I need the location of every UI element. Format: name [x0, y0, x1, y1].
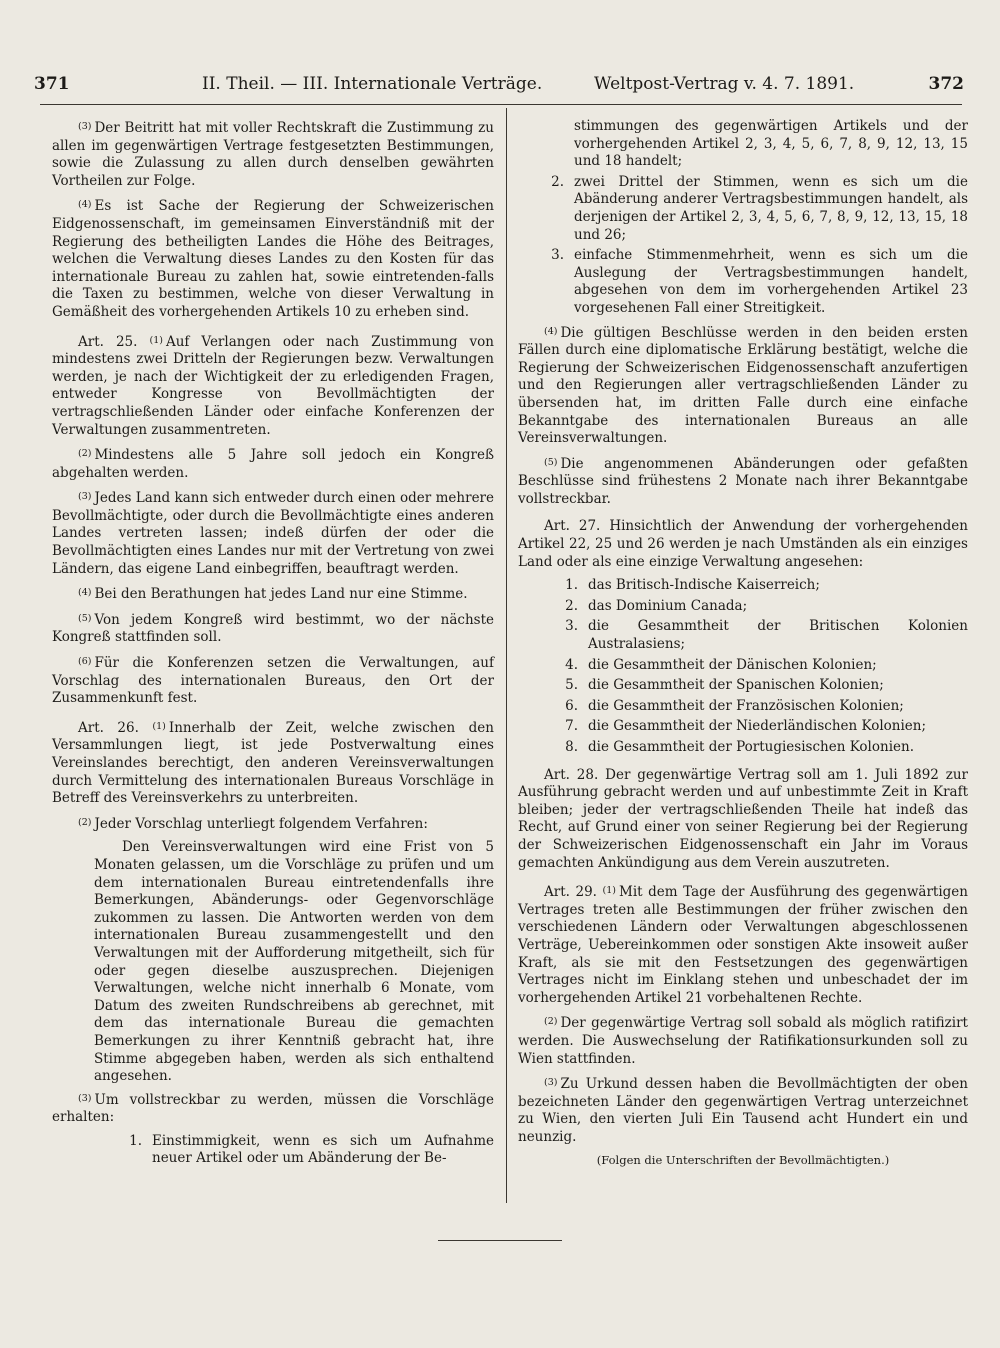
paragraph-text: Auf Verlangen oder nach Zustimmung von mindestens zwei Dritteln der Regierungen bezw. Verwaltungen werden, je nach der Wichtigkeit der zu erledigenden Fragen, entweder Kongresse von Bevollmächtigten der vertragschließenden Länder oder einfache Konferenzen der Verwaltungen zusammentreten. [52, 333, 494, 438]
paragraph-number: (2) [78, 816, 92, 828]
paragraph-text: Die angenommenen Abänderungen oder gefaßten Beschlüsse sind frühestens 2 Monate nach ihrer Bekanntgabe vollstreckbar. [518, 455, 968, 507]
article-label: Art. 29. [544, 884, 597, 901]
paragraph [52, 1090, 494, 1127]
paragraph [518, 1013, 968, 1068]
paragraph [52, 445, 494, 482]
article-25 [52, 332, 494, 440]
paragraph-text: Es ist Sache der Regierung der Schweizerischen Eidgenossenschaft, im gemeinsamen Einverständniß mit der Regierung des betheiligten Landes die Höhe des Beitrages, welchen die Verwaltung dieses Landes zu den Kosten für das internationale Bureau zu zahlen hat, sowie eintretenden-falls die Taxen zu bestimmen, welche von dieser Verwaltung in Gemäßheit des vorhergehenden Artikels 10 zu erheben sind. [52, 198, 494, 320]
header-title-right: Weltpost-Vertrag v. 4. 7. 1891. [594, 74, 855, 94]
paragraph-number: (4) [78, 587, 92, 599]
paragraph-text: Um vollstreckbar zu werden, müssen die Vorschläge erhalten: [52, 1091, 494, 1126]
paragraph [518, 323, 968, 448]
paragraph-number: (3) [78, 491, 92, 503]
list-item [52, 1133, 494, 1168]
list-number: 1. [565, 577, 578, 594]
paragraph [52, 488, 494, 578]
column-divider [506, 108, 507, 1203]
paragraph-indented: Den Vereinsverwaltungen wird eine Frist von 5 Monaten gelassen, um die Vorschläge zu prüfen und um dem internationalen Bureau eintretendenfalls ihre Bemerkungen, Abänderungs- oder Gegenvorschläge zukommen zu lassen. Die Antworten werden von dem internationalen Bureau zusammengestellt und den Verwaltungen mit der Aufforderung mitgetheilt, sich für oder gegen dieselbe auszusprechen. Diejenigen Verwaltungen, welche nicht innerhalb 6 Monate, vom Datum des zweiten Rundschreibens ab gerechnet, mit dem das internationale Bureau die gemachten Bemerkungen zu ihrer Kenntniß gebracht hat, ihre Stimme abgegeben haben, werden als sich enthaltend angesehen. [94, 839, 494, 1085]
list-item-continued [518, 118, 968, 171]
page-number-right: 372 [928, 74, 964, 94]
paragraph [52, 814, 494, 834]
paragraph [52, 584, 494, 604]
page-number-left: 371 [34, 74, 70, 94]
paragraph-number: (1) [602, 885, 616, 897]
article-label: Art. 27. [544, 518, 601, 535]
paragraph-number: (2) [78, 448, 92, 460]
paragraph-number: (4) [544, 325, 558, 337]
paragraph-number: (6) [78, 656, 92, 668]
paragraph-text: Der gegenwärtige Vertrag soll am 1. Juli 1892 zur Ausführung gebracht werden und auf unbestimmte Zeit in Kraft bleiben; jeder der vertragschließenden Theile hat indeß das Recht, auf Grund einer von seiner Regierung bei der Regierung der Schweizerischen Eidgenossenschaft ein Jahr im Voraus gemachten Ankündigung aus dem Verein auszutreten. [518, 766, 969, 871]
list-text: zwei Drittel der Stimmen, wenn es sich um die Abänderung anderer Vertragsbestimmungen handelt, als derjenigen der Artikel 2, 3, 4, 5, 6, 7, 8, 9, 12, 13, 15, 18 und 26; [574, 173, 968, 243]
paragraph [518, 454, 968, 509]
list-number: 8. [565, 739, 578, 755]
page-header [34, 74, 964, 102]
article-label: Art. 26. [78, 719, 139, 736]
list-item [518, 174, 968, 244]
footer-rule [438, 1240, 562, 1241]
list-text: stimmungen des gegenwärtigen Artikels und der vorhergehenden Artikel 2, 3, 4, 5, 6, 7, 8, 9, 12, 13, 15 und 18 handelt; [574, 118, 968, 170]
list-item [518, 698, 968, 716]
paragraph-text: Hinsichtlich der Anwendung der vorhergehenden Artikel 22, 25 und 26 werden je nach Umständen als ein einziges Land oder als eine einzige Verwaltung angesehen: [518, 518, 968, 570]
article-26 [52, 718, 494, 808]
paragraph-text: Jedes Land kann sich entweder durch einen oder mehrere Bevollmächtigte, oder durch die Bevollmächtigte eines anderen Landes vertreten lassen; indeß dürfen der oder die Bevollmächtigten eines Landes nur mit der Vertretung von zwei Ländern, das eigene Land einbegriffen, beauftragt werden. [52, 490, 494, 577]
right-column [518, 118, 968, 1182]
paragraph-number: (5) [544, 456, 558, 468]
list-item [518, 739, 968, 757]
paragraph-number: (3) [78, 121, 92, 132]
paragraph-text: Von jedem Kongreß wird bestimmt, wo der nächste Kongreß stattfinden soll. [52, 611, 494, 646]
signature-note: (Folgen die Unterschriften der Bevollmächtigten.) [596, 1153, 890, 1168]
paragraph [52, 118, 494, 190]
paragraph-text: Innerhalb der Zeit, welche zwischen den Versammlungen liegt, ist jede Postverwaltung eines Vereinslandes berechtigt, den anderen Vereinsverwaltungen durch Vermittelung des internationalen Bureaus Vorschläge in Betreff des Vereinsverkehrs zu unterbreiten. [52, 719, 494, 807]
paragraph-number: (3) [544, 1077, 558, 1089]
paragraph [518, 1074, 968, 1146]
list-number: 5. [565, 677, 578, 694]
paragraph-text: Der Beitritt hat mit voller Rechtskraft die Zustimmung zu allen im gegenwärtigen Vertrage festgesetzten Bestimmungen, sowie die Zulassung zu allen durch denselben gewährten Vortheilen zur Folge. [52, 120, 494, 189]
list-number: 7. [565, 718, 578, 735]
list-number: 3. [565, 618, 578, 635]
paragraph-number: (1) [152, 720, 166, 732]
article-29 [518, 882, 968, 1007]
paragraph [52, 610, 494, 647]
paragraph-text: Zu Urkund dessen haben die Bevollmächtigten der oben bezeichneten Länder den gegenwärtigen Vertrag unterzeichnet zu Wien, den vierten Juli Ein Tausend acht Hundert ein und neunzig. [518, 1076, 968, 1145]
list-item [518, 618, 968, 653]
paragraph-text: Mindestens alle 5 Jahre soll jedoch ein Kongreß abgehalten werden. [52, 447, 494, 481]
list-text: die Gesammtheit der Portugiesischen Kolonien. [588, 739, 914, 755]
list-item [518, 657, 968, 675]
list-number: 2. [551, 173, 564, 190]
paragraph-number: (5) [78, 612, 92, 624]
list-number: 6. [565, 697, 578, 714]
paragraph-number: (2) [544, 1016, 558, 1028]
paragraph-number: (4) [78, 199, 92, 211]
list-text: einfache Stimmenmehrheit, wenn es sich um die Auslegung der Vertragsbestimmungen handelt, abgesehen von dem im vorhergehenden Artikel 23 vorgesehenen Fall einer Streitigkeit. [574, 247, 968, 316]
paragraph-number: (3) [78, 1092, 92, 1104]
list-number: 2. [565, 597, 578, 614]
paragraph-text: Die gültigen Beschlüsse werden in den beiden ersten Fällen durch eine diplomatische Erklärung bestätigt, welche die Regierung der Schweizerischen Eidgenossenschaft anzufertigen und den Regierungen aller vertragschließenden Länder zu übersenden hat, im dritten Falle durch eine einfache Bekanntgabe des internationalen Bureaus an alle Vereinsverwaltungen. [518, 324, 968, 447]
list-item [518, 577, 968, 595]
header-rule [40, 104, 962, 105]
paragraph-number: (1) [149, 334, 163, 346]
paragraph [52, 653, 494, 708]
list-item [518, 598, 968, 616]
list-number: 1. [129, 1132, 142, 1149]
list-text: das Britisch-Indische Kaiserreich; [588, 577, 820, 594]
list-item [518, 247, 968, 317]
article-27 [518, 518, 968, 571]
list-text: das Dominium Canada; [588, 597, 748, 614]
paragraph-text: Mit dem Tage der Ausführung des gegenwärtigen Vertrages treten alle Bestimmungen der früher zwischen den verschiedenen Ländern oder Verwaltungen abgeschlossenen Verträge, Uebereinkommen oder sonstigen Akte insoweit außer Kraft, als sie mit den Festsetzungen des gegenwärtigen Vertrages nicht im Einklang stehen und unbeschadet der im vorhergehenden Artikel 21 vorbehaltenen Rechte. [518, 884, 968, 1006]
list-text: die Gesammtheit der Britischen Kolonien Australasiens; [588, 618, 968, 653]
article-label: Art. 25. [78, 333, 138, 350]
left-column [52, 118, 494, 1171]
article-label: Art. 28. [544, 766, 599, 783]
paragraph-text: Der gegenwärtige Vertrag soll sobald als möglich ratifizirt werden. Die Auswechselung der Ratifikationsurkunden soll zu Wien stattfinden. [518, 1015, 968, 1067]
article-27-list [518, 577, 968, 756]
list-item [518, 677, 968, 695]
article-28 [518, 767, 968, 873]
paragraph [52, 196, 494, 321]
list-item [518, 718, 968, 736]
paragraph-text: Für die Konferenzen setzen die Verwaltungen, auf Vorschlag des internationalen Bureaus, den Ort der Zusammenkunft fest. [52, 655, 494, 707]
list-number: 4. [565, 656, 578, 673]
list-text: die Gesammtheit der Französischen Kolonien; [588, 697, 904, 714]
list-text: die Gesammtheit der Dänischen Kolonien; [588, 656, 877, 673]
list-text: die Gesammtheit der Spanischen Kolonien; [588, 677, 884, 694]
list-text: Einstimmigkeit, wenn es sich um Aufnahme neuer Artikel oder um Abänderung der Be- [152, 1132, 494, 1167]
header-title-left: II. Theil. — III. Internationale Verträge. [202, 74, 543, 94]
paragraph-text: Jeder Vorschlag unterliegt folgendem Verfahren: [94, 815, 428, 832]
paragraph-text: Bei den Berathungen hat jedes Land nur eine Stimme. [94, 586, 468, 603]
list-text: die Gesammtheit der Niederländischen Kolonien; [588, 718, 927, 735]
list-number: 3. [551, 247, 564, 264]
